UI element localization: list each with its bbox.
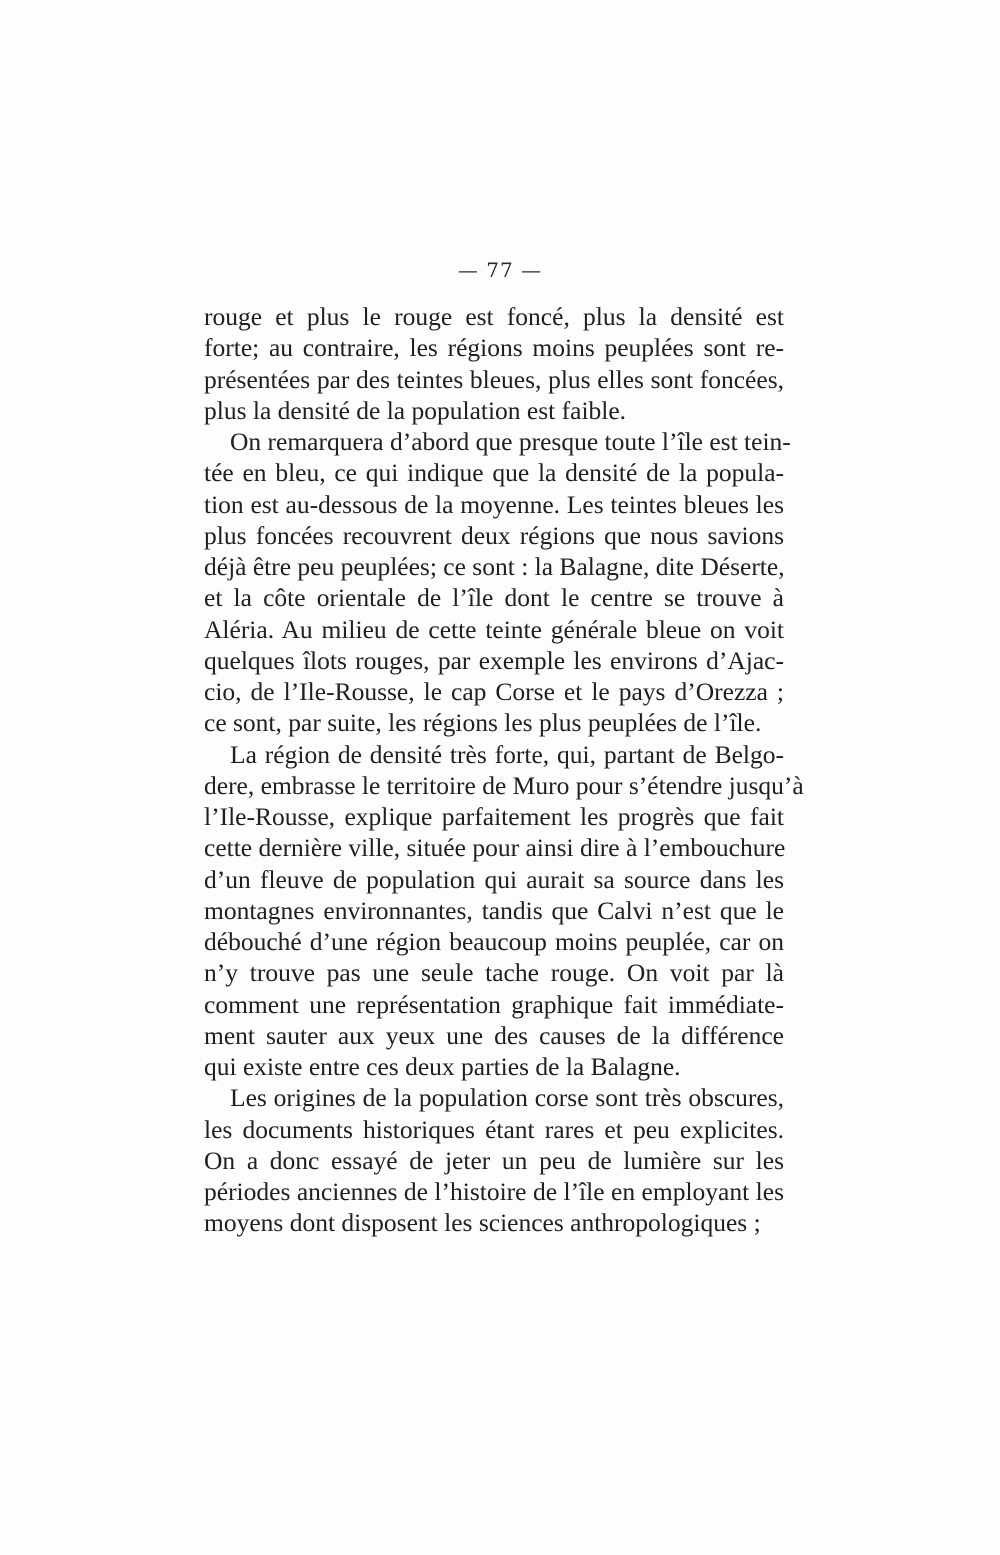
- paragraph: [204, 301, 784, 426]
- text-line: forte; au contraire, les régions moins peuplées sont re-: [204, 333, 784, 363]
- text-line: périodes anciennes de l’histoire de l’île en employant les: [204, 1177, 784, 1206]
- text-line: comment une représentation graphique fait immédiate-: [204, 989, 784, 1019]
- paragraph: [204, 739, 804, 1083]
- text-line: ce sont, par suite, les régions les plus peuplées de l’île.: [204, 708, 762, 738]
- text-line: qui existe entre ces deux parties de la Balagne.: [204, 1052, 681, 1081]
- text-line: Aléria. Au milieu de cette teinte générale bleue on voit: [204, 614, 784, 644]
- text-line: tion est au-dessous de la moyenne. Les teintes bleues les: [204, 489, 784, 519]
- text-line: débouché d’une région beaucoup moins peuplée, car on: [204, 927, 784, 956]
- text-line: présentées par des teintes bleues, plus elles sont foncées,: [204, 364, 784, 394]
- text-line: d’un fleuve de population qui aurait sa source dans les: [204, 864, 784, 894]
- text-line: On a donc essayé de jeter un peu de lumière sur les: [204, 1145, 784, 1175]
- text-line: quelques îlots rouges, par exemple les environs d’Ajac-: [204, 645, 784, 675]
- text-line: On remarquera d’abord que presque toute l’île est tein-: [230, 427, 791, 456]
- text-line: La région de densité très forte, qui, partant de Belgo-: [230, 739, 784, 769]
- text-line: cette dernière ville, située pour ainsi dire à l’embouchure: [204, 833, 786, 863]
- text-line: montagnes environnantes, tandis que Calvi n’est que le: [204, 895, 784, 925]
- text-line: cio, de l’Ile-Rousse, le cap Corse et le pays d’Orezza ;: [204, 677, 784, 706]
- text-line: déjà être peu peuplées; ce sont : la Balagne, dite Déserte,: [204, 552, 785, 581]
- text-line: ment sauter aux yeux une des causes de la différence: [204, 1020, 784, 1050]
- text-line: Les origines de la population corse sont très obscures,: [230, 1083, 784, 1113]
- text-line: moyens dont disposent les sciences anthropologiques ;: [204, 1208, 761, 1238]
- page-number: — 77 —: [457, 258, 543, 282]
- text-line: tée en bleu, ce qui indique que la densité de la popula-: [204, 458, 784, 488]
- body-text: [204, 301, 804, 1239]
- text-line: n’y trouve pas une seule tache rouge. On voit par là: [204, 958, 784, 988]
- text-line: plus la densité de la population est faible.: [204, 395, 627, 425]
- text-line: les documents historiques étant rares et peu explicites.: [204, 1114, 784, 1144]
- paragraph: [204, 1082, 784, 1238]
- text-line: rouge et plus le rouge est foncé, plus la densité est: [204, 302, 784, 331]
- paragraph: [204, 426, 791, 739]
- text-line: et la côte orientale de l’île dont le centre se trouve à: [204, 583, 784, 613]
- text-line: plus foncées recouvrent deux régions que nous savions: [204, 520, 784, 550]
- text-line: l’Ile-Rousse, explique parfaitement les progrès que fait: [204, 802, 784, 831]
- text-line: dere, embrasse le territoire de Muro pour s’étendre jusqu’à: [204, 770, 804, 800]
